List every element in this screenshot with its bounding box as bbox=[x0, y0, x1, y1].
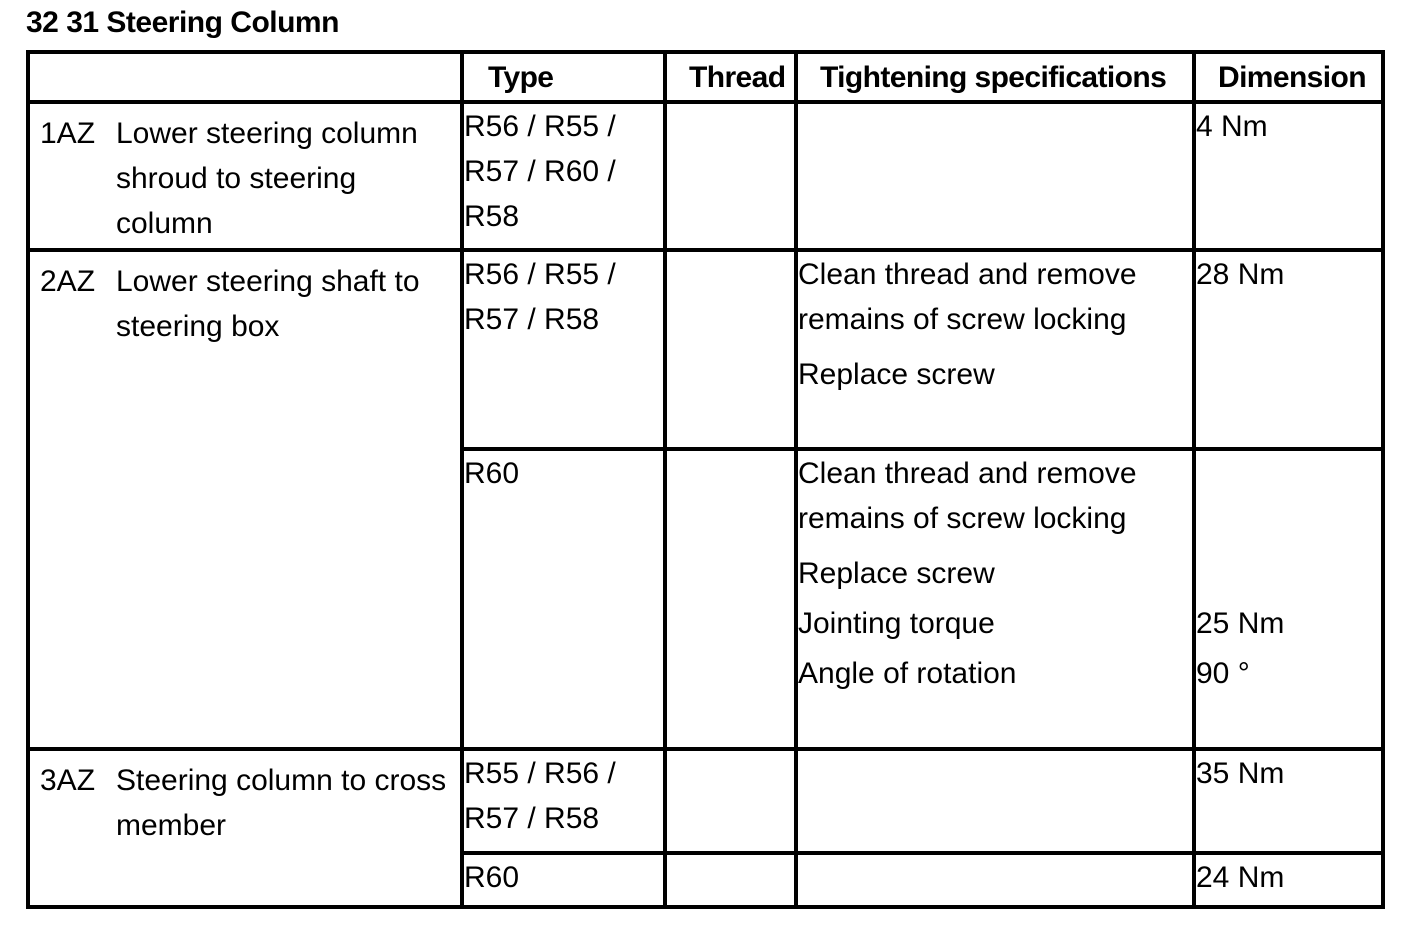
type-cell: R55 / R56 / R57 / R58 bbox=[462, 749, 665, 853]
type-cell: R56 / R55 / R57 / R58 bbox=[462, 250, 665, 449]
thread-cell bbox=[665, 853, 796, 907]
spec-line: Replace screw bbox=[798, 557, 995, 590]
spec-line: Clean thread and remove remains of screw locking bbox=[798, 457, 1137, 535]
page-title: 32 31 Steering Column bbox=[26, 6, 339, 39]
table-row bbox=[28, 749, 1383, 853]
item-cell bbox=[28, 749, 462, 907]
spec-line: Jointing torque bbox=[798, 607, 995, 640]
item-code: 1AZ bbox=[40, 117, 96, 150]
header-tightening-specifications: Tightening specifications bbox=[796, 52, 1194, 102]
dimension-cell: 35 Nm bbox=[1194, 749, 1383, 853]
spec-line: Clean thread and remove remains of screw locking bbox=[798, 258, 1137, 336]
thread-cell bbox=[665, 250, 796, 449]
table-header-row bbox=[28, 52, 1383, 102]
type-cell: R56 / R55 / R57 / R60 / R58 bbox=[462, 102, 665, 250]
tightening-cell bbox=[796, 749, 1194, 853]
item-code: 2AZ bbox=[40, 265, 96, 298]
spec-line: Angle of rotation bbox=[798, 657, 1017, 690]
thread-cell bbox=[665, 449, 796, 749]
type-cell: R60 bbox=[462, 853, 665, 907]
thread-cell bbox=[665, 102, 796, 250]
spec-line: Replace screw bbox=[798, 358, 995, 391]
item-description: Steering column to cross member bbox=[116, 764, 447, 842]
table-row bbox=[28, 102, 1383, 250]
dimension-cell: 4 Nm bbox=[1194, 102, 1383, 250]
header-item bbox=[28, 52, 462, 102]
tightening-cell bbox=[796, 449, 1194, 749]
thread-cell bbox=[665, 749, 796, 853]
item-code: 3AZ bbox=[40, 764, 96, 797]
header-dimension: Dimension bbox=[1194, 52, 1383, 102]
dimension-value: 25 Nm bbox=[1196, 607, 1285, 640]
dimension-cell: 28 Nm bbox=[1194, 250, 1383, 449]
item-cell bbox=[28, 102, 462, 250]
header-thread: Thread bbox=[665, 52, 796, 102]
dimension-cell: 24 Nm bbox=[1194, 853, 1383, 907]
tightening-cell bbox=[796, 102, 1194, 250]
dimension-value: 90 ° bbox=[1196, 657, 1250, 690]
item-description: Lower steering column shroud to steering column bbox=[116, 117, 418, 240]
header-type: Type bbox=[462, 52, 665, 102]
tightening-cell bbox=[796, 853, 1194, 907]
item-description: Lower steering shaft to steering box bbox=[116, 265, 420, 343]
type-cell: R60 bbox=[462, 449, 665, 749]
tightening-torque-table bbox=[26, 50, 1385, 909]
tightening-cell bbox=[796, 250, 1194, 449]
dimension-cell bbox=[1194, 449, 1383, 749]
item-cell bbox=[28, 250, 462, 749]
table-row bbox=[28, 250, 1383, 449]
